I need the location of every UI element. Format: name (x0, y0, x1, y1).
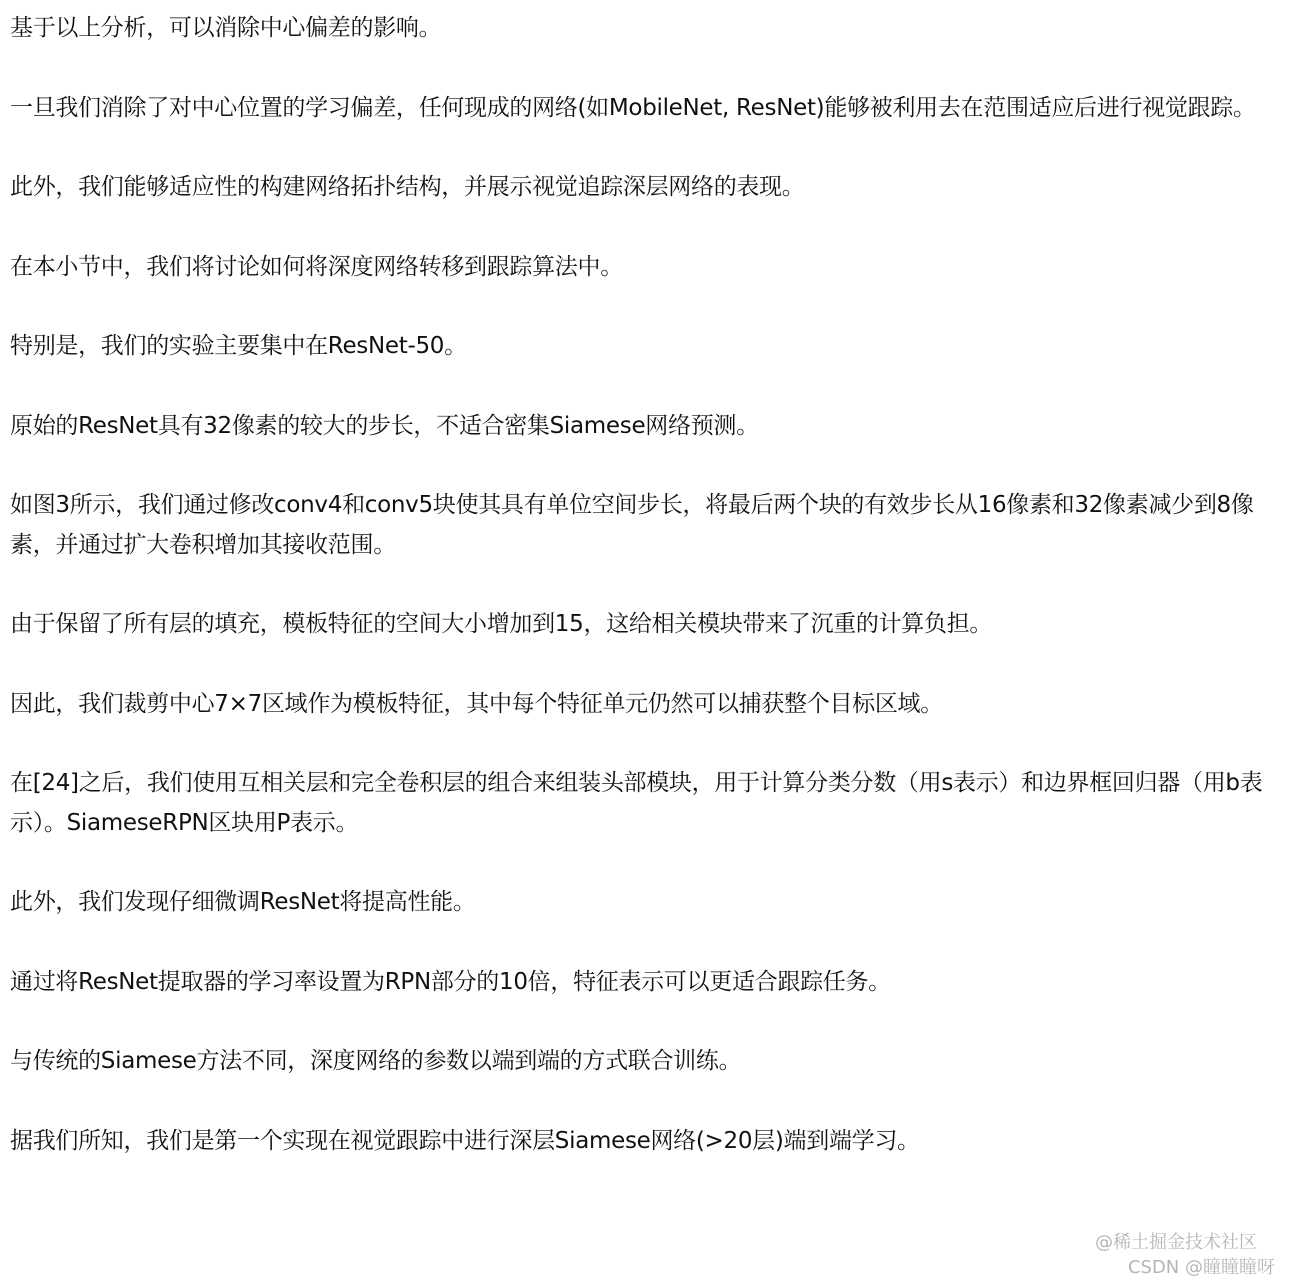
paragraph: 特别是，我们的实验主要集中在ResNet-50。 (10, 333, 467, 359)
paragraph: 在[24]之后，我们使用互相关层和完全卷积层的组合来组装头部模块，用于计算分类分数（用s表示）和边界框回归器（用b表示）。SiameseRPN区块用P表示。 (10, 770, 1263, 836)
paragraph: 此外，我们发现仔细微调ResNet将提高性能。 (10, 889, 476, 915)
paragraph: 如图3所示，我们通过修改conv4和conv5块使其具有单位空间步长，将最后两个块的有效步长从16像素和32像素减少到8像素，并通过扩大卷积增加其接收范围。 (10, 492, 1254, 558)
paragraph: 原始的ResNet具有32像素的较大的步长，不适合密集Siamese网络预测。 (10, 412, 759, 439)
paragraph: 一旦我们消除了对中心位置的学习偏差，任何现成的网络(如MobileNet, ResNet)能够被利用去在范围适应后进行视觉跟踪。 (10, 94, 1256, 121)
article-body (10, 9, 1282, 1201)
paragraph: 据我们所知，我们是第一个实现在视觉跟踪中进行深层Siamese网络(>20层)端到端学习。 (10, 1127, 920, 1154)
paragraph: 基于以上分析，可以消除中心偏差的影响。 (10, 15, 442, 41)
paragraph: 在本小节中，我们将讨论如何将深度网络转移到跟踪算法中。 (10, 253, 623, 280)
paragraph: 此外，我们能够适应性的构建网络拓扑结构，并展示视觉追踪深层网络的表现。 (10, 174, 805, 200)
paragraph: 因此，我们裁剪中心7×7区域作为模板特征，其中每个特征单元仍然可以捕获整个目标区域。 (10, 690, 943, 717)
paragraph: 由于保留了所有层的填充，模板特征的空间大小增加到15，这给相关模块带来了沉重的计算负担。 (10, 611, 993, 637)
paragraph: 与传统的Siamese方法不同，深度网络的参数以端到端的方式联合训练。 (10, 1048, 742, 1074)
paragraph: 通过将ResNet提取器的学习率设置为RPN部分的10倍，特征表示可以更适合跟踪任务。 (10, 968, 891, 995)
watermark-juejin: @稀土掘金技术社区 (1095, 1232, 1257, 1253)
watermark-csdn: CSDN @瞳瞳瞳呀 (1127, 1257, 1275, 1278)
